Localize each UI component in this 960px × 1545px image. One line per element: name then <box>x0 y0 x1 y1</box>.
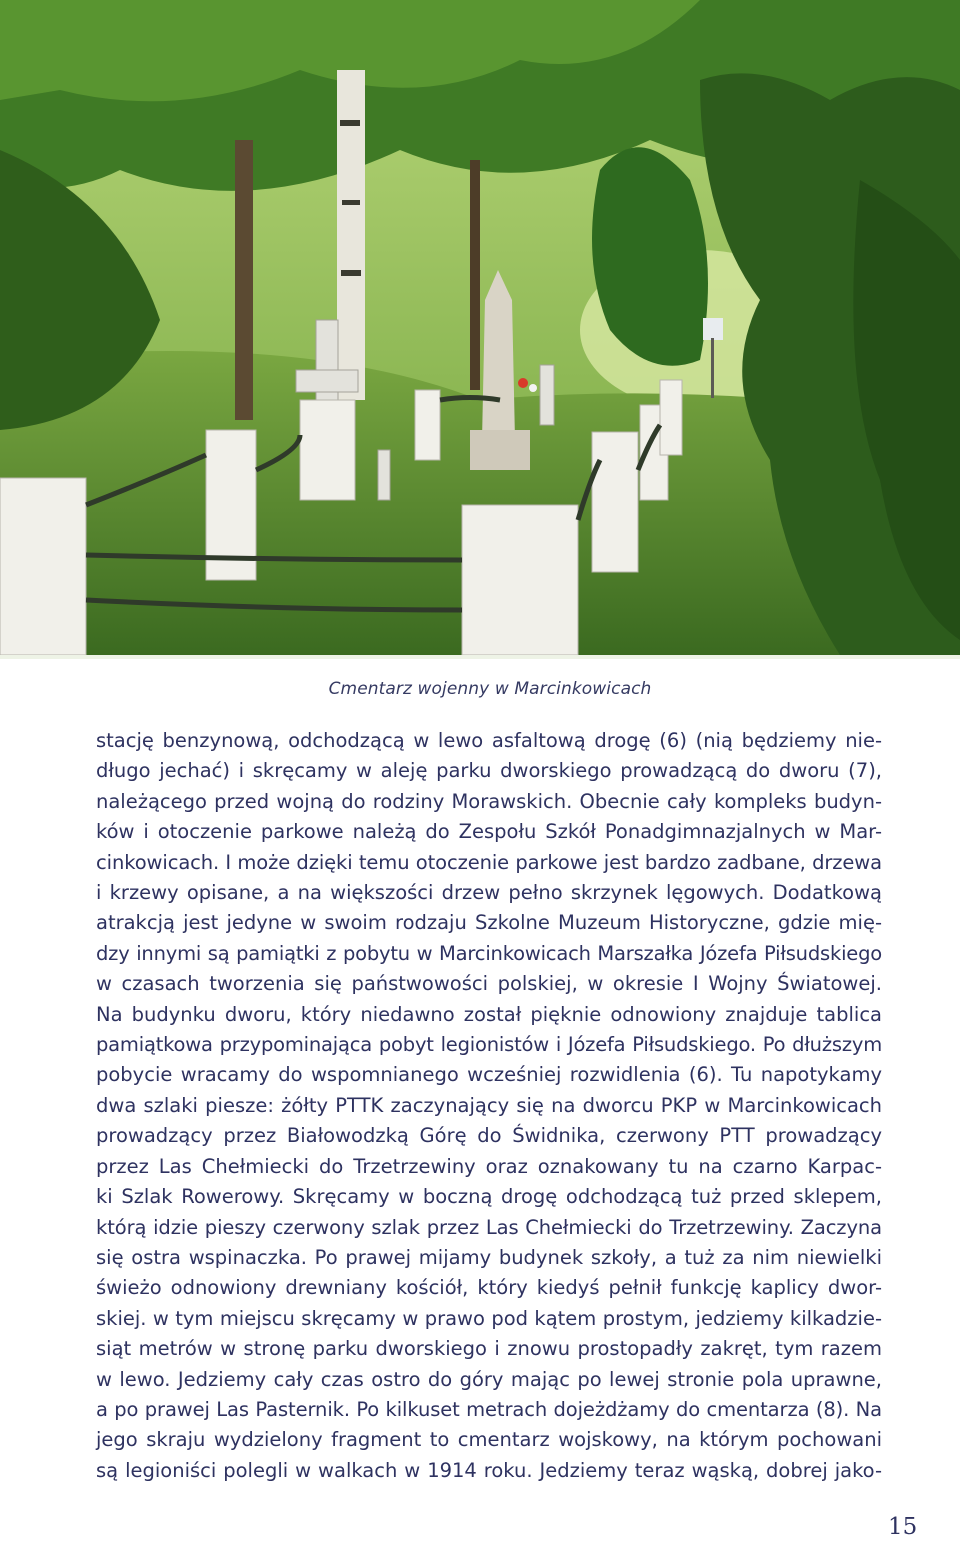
text-line: są legioniści polegli w walkach w 1914 roku. Jedziemy teraz wąską, dobrej jako- <box>96 1458 882 1482</box>
text-line: pamiątkowa przypominająca pobyt legionistów i Józefa Piłsudskiego. Po dłuższym <box>96 1033 882 1057</box>
text-line: i krzewy opisane, a na większości drzew pełno skrzynek lęgowych. Dodatkową <box>96 881 882 905</box>
text-line: należącego przed wojną do rodziny Morawskich. Obecnie cały kompleks budyn- <box>96 789 882 813</box>
cemetery-photo <box>0 0 960 655</box>
body-text <box>96 726 882 1486</box>
text-line: się ostra wspinaczka. Po prawej mijamy budynek szkoły, a tuż za nim niewielki <box>96 1245 882 1269</box>
text-line: którą idzie pieszy czerwony szlak przez Las Chełmiecki do Trzetrzewiny. Zaczyna <box>96 1215 882 1239</box>
text-line: cinkowicach. I może dzięki temu otoczenie parkowe jest bardzo zadbane, drzewa <box>96 850 882 874</box>
text-line: prowadzący przez Białowodzką Górę do Świdnika, czerwony PTT prowadzący <box>96 1124 882 1148</box>
page-number: 15 <box>888 1514 918 1540</box>
text-line: pobycie wracamy do wspomnianego wcześniej rozwidlenia (6). Tu napotykamy <box>96 1063 882 1087</box>
text-line: w lewo. Jedziemy cały czas ostro do góry mając po lewej stronie pola uprawne, <box>96 1367 882 1391</box>
text-line: ki Szlak Rowerowy. Skręcamy w boczną drogę odchodzącą tuż przed sklepem, <box>96 1185 882 1209</box>
cemetery-photo-icon <box>0 0 960 655</box>
text-line: atrakcją jest jedyne w swoim rodzaju Szkolne Muzeum Historyczne, gdzie mię- <box>96 911 882 935</box>
text-line: jego skraju wydzielony fragment to cmentarz wojskowy, na którym pochowani <box>96 1428 882 1452</box>
text-line: ków i otoczenie parkowe należą do Zespołu Szkół Ponadgimnazjalnych w Mar- <box>96 820 882 844</box>
text-line: w czasach tworzenia się państwowości polskiej, w okresie I Wojny Światowej. <box>96 972 882 996</box>
photo-caption: Cmentarz wojenny w Marcinkowicach <box>328 679 652 699</box>
text-line: Na budynku dworu, który niedawno został pięknie odnowiony znajduje tablica <box>96 1002 882 1026</box>
text-line: siąt metrów w stronę parku dworskiego i znowu prostopadły zakręt, tym razem <box>96 1337 882 1361</box>
photo-divider <box>0 655 960 659</box>
text-line: a po prawej Las Pasternik. Po kilkuset metrach dojeżdżamy do cmentarza (8). Na <box>96 1397 882 1421</box>
text-line: stację benzynową, odchodzącą w lewo asfaltową drogę (6) (nią będziemy nie- <box>96 729 882 752</box>
text-line: przez Las Chełmiecki do Trzetrzewiny oraz oznakowany tu na czarno Karpac- <box>96 1154 882 1178</box>
text-line: świeżo odnowiony drewniany kościół, który kiedyś pełnił funkcję kaplicy dwor- <box>96 1276 882 1300</box>
text-line: dwa szlaki piesze: żółty PTTK zaczynający się na dworcu PKP w Marcinkowicach <box>96 1093 882 1117</box>
text-line: dzy innymi są pamiątki z pobytu w Marcinkowicach Marszałka Józefa Piłsudskiego <box>96 941 882 965</box>
text-line: długo jechać) i skręcamy w aleję parku dworskiego prowadzącą do dworu (7), <box>96 759 882 783</box>
text-line: skiej. w tym miejscu skręcamy w prawo pod kątem prostym, jedziemy kilkadzie- <box>96 1306 882 1330</box>
